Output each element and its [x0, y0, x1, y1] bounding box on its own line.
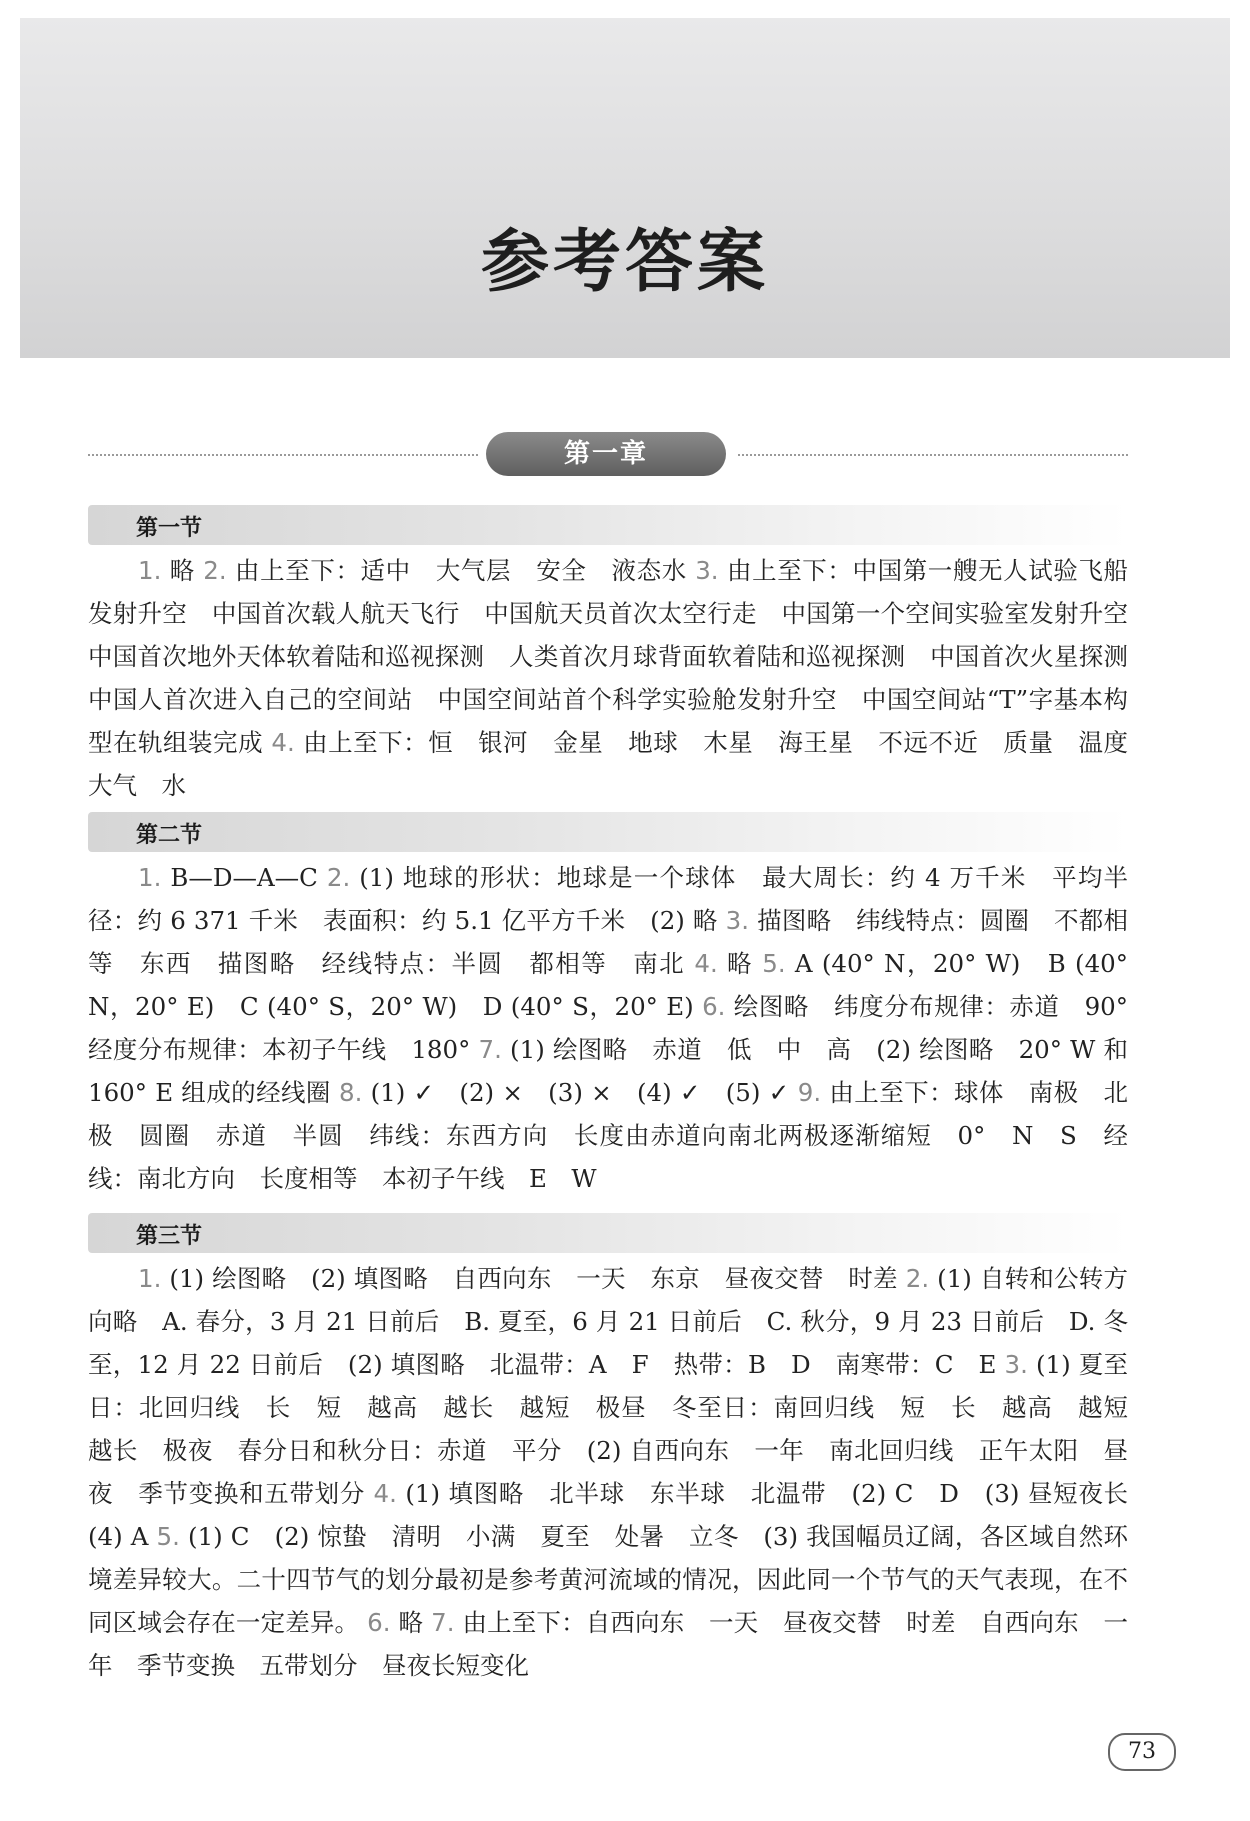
answer-text: (1) 地球的形状：地球是一个球体 最大周长：约 4 万千米 平均半径：约 6 371 千米 表面积：约 5.1 亿平方千米 (2) 略 — [88, 863, 1128, 935]
answer-text: 由上至下：恒 银河 金星 地球 木星 海王星 不远不近 质量 温度 大气 水 — [88, 728, 1153, 800]
answer-text: 由上至下：球体 南极 北极 圆圈 赤道 半圆 纬线：东西方向 长度由赤道向南北两极逐渐缩短 0° N S 经线：南北方向 长度相等 本初子午线 E W — [88, 1078, 1128, 1193]
page-title: 参考答案 — [480, 223, 769, 302]
answer-text: (1) 绘图略 (2) 填图略 自西向东 一天 东京 昼夜交替 时差 — [161, 1264, 906, 1293]
answer-text: A (40° N，20° W) B (40° N，20° E) C (40° S，20° W) D (40° S，20° E) — [88, 949, 1128, 1021]
answer-text: 绘图略 纬度分布规律：赤道 90° 经度分布规律：本初子午线 180° — [88, 992, 1153, 1064]
chapter-divider — [88, 432, 1128, 480]
answer-number: 4. — [373, 1479, 397, 1508]
answer-text: (1) C (2) 惊蛰 清明 小满 夏至 处暑 立冬 (3) 我国幅员辽阔，各区域自然环境差异较大。二十四节气的划分最初是参考黄河流域的情况，因此同一个节气的天气表现，在不同区域会存在一定差异。 — [88, 1522, 1128, 1637]
section-heading-1 — [88, 505, 1128, 545]
page-number: 73 — [1108, 1733, 1176, 1771]
answer-text: 由上至下：自西向东 一天 昼夜交替 时差 自西向东 一年 季节变换 五带划分 昼夜长短变化 — [88, 1608, 1128, 1680]
answer-number: 3. — [695, 556, 719, 585]
answer-text: 略 — [161, 556, 204, 585]
section-2-answers — [88, 856, 1153, 1200]
answer-number: 9. — [797, 1078, 822, 1107]
answer-text: B—D—A—C — [161, 863, 327, 892]
section-title: 第一节 — [136, 516, 203, 541]
answer-text: 描图略 纬线特点：圆圈 不都相等 东西 描图略 经线特点：半圆 都相等 南北 — [88, 906, 1129, 978]
answer-text: (1) ✓ (2) × (3) × (4) ✓ (5) ✓ — [362, 1078, 798, 1107]
dotted-rule-left — [88, 454, 478, 456]
answer-text: 略 — [390, 1608, 432, 1637]
section-heading-3 — [88, 1213, 1128, 1253]
answer-number: 5. — [156, 1522, 180, 1551]
answer-text: (1) 绘图略 赤道 低 中 高 (2) 绘图略 20° W 和 160° E 组成的经线圈 — [88, 1035, 1128, 1107]
answer-number: 7. — [431, 1608, 455, 1637]
section-1-answers — [88, 549, 1153, 807]
answer-text: (1) 填图略 北半球 东半球 北温带 (2) C D (3) 昼短夜长 (4) A — [88, 1479, 1153, 1551]
answer-text: (1) 夏至日：北回归线 长 短 越高 越长 越短 极昼 冬至日：南回归线 短 长 越高 越短 越长 极夜 春分日和秋分日：赤道 平分 (2) 自西向东 一年 南北回归线 正午太阳 昼夜 季节变换和五带划分 — [88, 1350, 1153, 1508]
answer-number: 6. — [367, 1608, 391, 1637]
answer-number: 5. — [762, 949, 786, 978]
dotted-rule-right — [738, 454, 1128, 456]
answer-number: 1. — [138, 863, 162, 892]
answer-number: 1. — [138, 556, 162, 585]
answer-number: 2. — [203, 556, 227, 585]
answer-number: 2. — [905, 1264, 930, 1293]
section-heading-2 — [88, 812, 1128, 852]
section-title: 第三节 — [136, 1224, 203, 1249]
answer-number: 7. — [478, 1035, 502, 1064]
answer-text: (1) 自转和公转方向略 A. 春分，3 月 21 日前后 B. 夏至，6 月 21 日前后 C. 秋分，9 月 23 日前后 D. 冬至，12 月 22 日前后 (2) 填图略 北温带：A F 热带：B D 南寒带：C E — [88, 1264, 1129, 1379]
answer-number: 3. — [1004, 1350, 1028, 1379]
answer-text: 由上至下：中国第一艘无人试验飞船发射升空 中国首次载人航天飞行 中国航天员首次太空行走 中国第一个空间实验室发射升空 中国首次地外天体软着陆和巡视探测 人类首次月球背面软着陆和巡视探测 中国首次火星探测 中国人首次进入自己的空间站 中国空间站首个科学实验舱发射升空 中国空间站“T”字基本构型在轨组装完成 — [88, 556, 1153, 757]
answer-number: 8. — [339, 1078, 363, 1107]
answer-number: 4. — [694, 949, 718, 978]
header-band — [20, 18, 1230, 358]
answer-number: 1. — [138, 1264, 162, 1293]
section-3-answers — [88, 1257, 1153, 1687]
answer-text: 略 — [717, 949, 763, 978]
answer-number: 3. — [725, 906, 750, 935]
answer-text: 由上至下：适中 大气层 安全 液态水 — [226, 556, 696, 585]
answer-number: 4. — [271, 728, 295, 757]
answer-number: 6. — [702, 992, 726, 1021]
chapter-heading: 第一章 — [486, 432, 726, 476]
section-title: 第二节 — [136, 823, 203, 848]
answer-number: 2. — [326, 863, 351, 892]
